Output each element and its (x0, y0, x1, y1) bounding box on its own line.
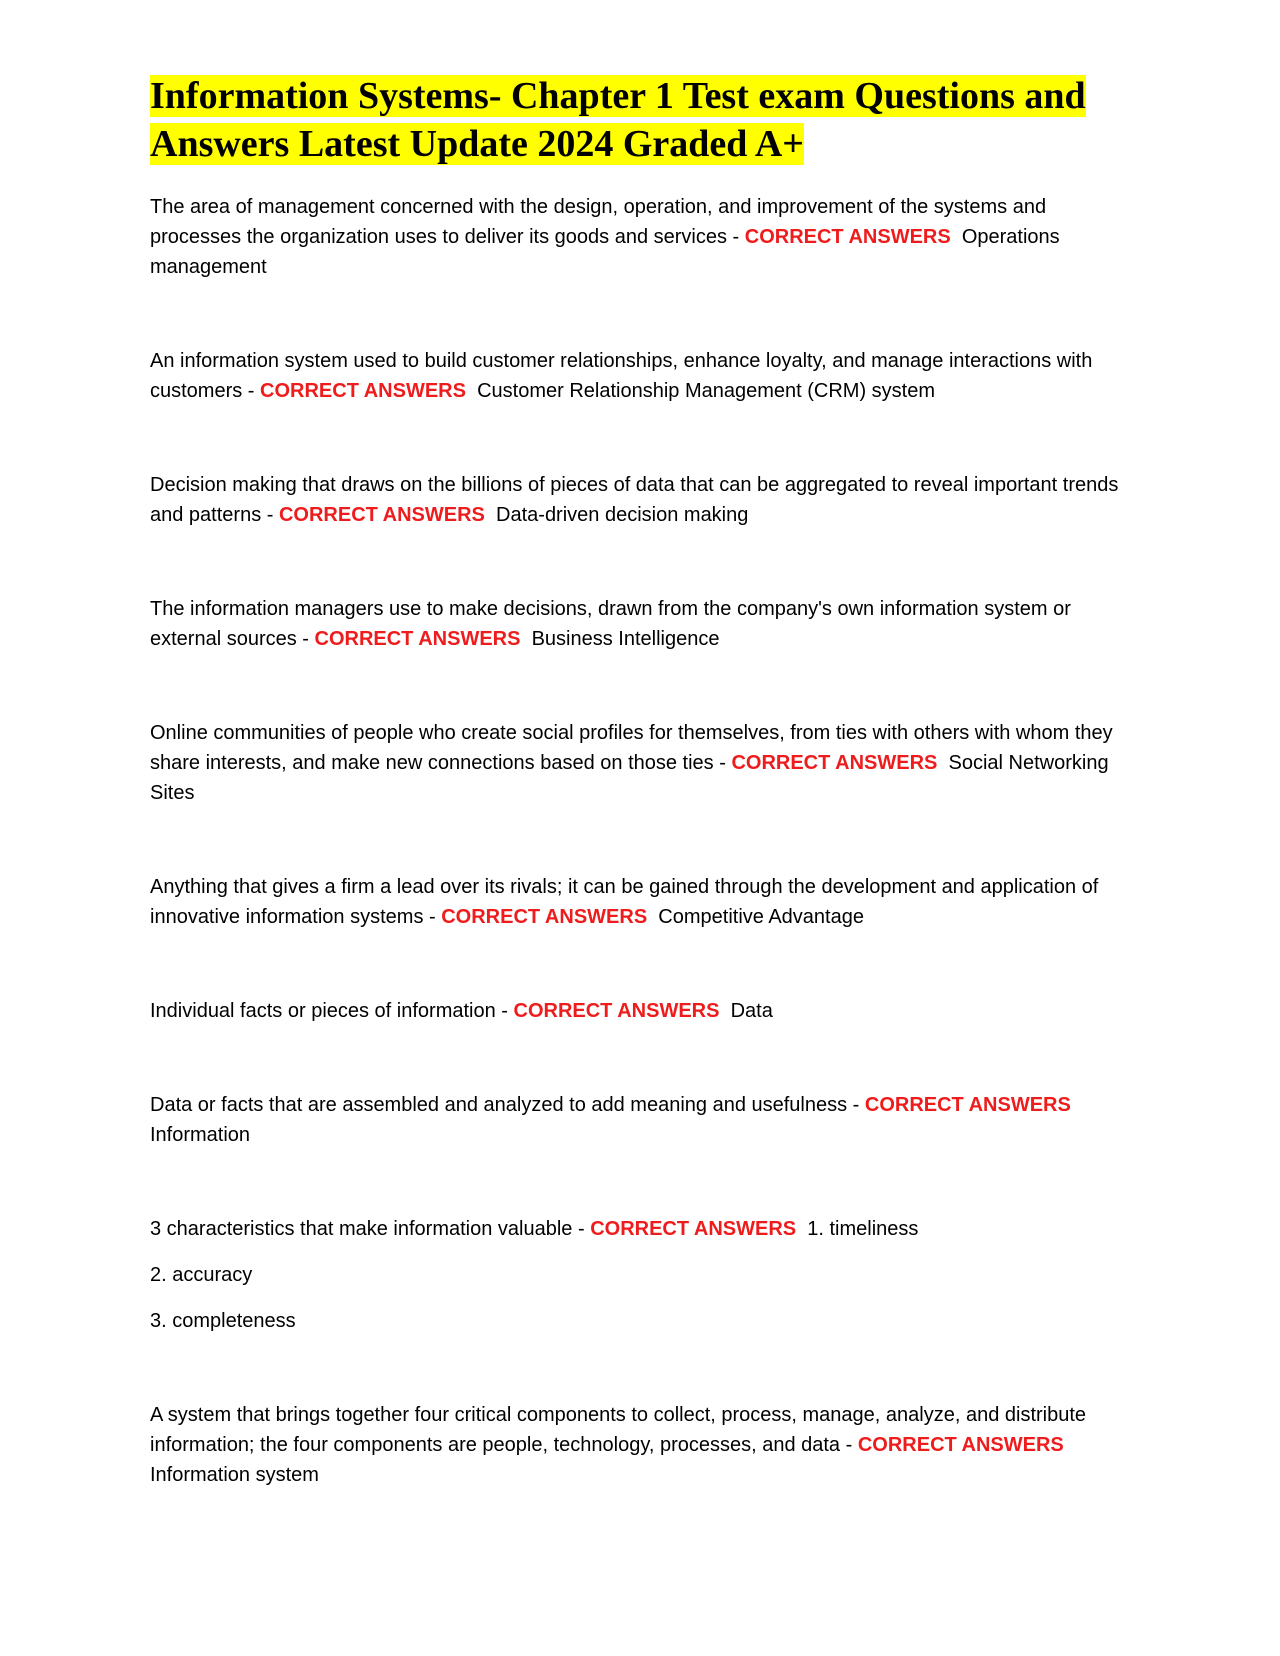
qa-item-4 (150, 594, 1130, 654)
question-text: Data or facts that are assembled and analyzed to add meaning and usefulness - (150, 1094, 865, 1116)
question-text: A system that brings together four critical components to collect, process, manage, analyze, and distribute information; the four components are people, technology, processes, and data - (150, 1404, 1087, 1456)
qa-item-3 (150, 470, 1130, 530)
question-text: Decision making that draws on the billions of pieces of data that can be aggregated to reveal important trends and patterns - (150, 474, 1119, 526)
answer-text: Information system (150, 1464, 319, 1486)
correct-answers-label: CORRECT ANSWERS (590, 1218, 797, 1240)
qa-item-6 (150, 872, 1130, 932)
question-text: Anything that gives a firm a lead over its rivals; it can be gained through the development and application of innovative information systems - (150, 876, 1099, 928)
answer-text: Social Networking Sites (150, 752, 1109, 804)
qa-item-5 (150, 718, 1130, 808)
qa-item-9-first-line (150, 1214, 1130, 1244)
correct-answers-label: CORRECT ANSWERS (744, 226, 951, 248)
qa-item-9 (150, 1214, 1130, 1336)
question-text: Online communities of people who create social profiles for themselves, from ties with others with whom they share interests, and make new connections based on those ties - (150, 722, 1113, 774)
correct-answers-label: CORRECT ANSWERS (260, 380, 466, 402)
correct-answers-label: CORRECT ANSWERS (278, 504, 485, 526)
qa-item-2 (150, 346, 1130, 406)
qa-item-8 (150, 1090, 1130, 1150)
qa-item-7 (150, 996, 1130, 1026)
qa-item-1 (150, 192, 1130, 282)
answer-text: Competitive Advantage (658, 906, 864, 928)
correct-answers-label: CORRECT ANSWERS (441, 906, 648, 928)
answer-text: Business Intelligence (531, 628, 720, 650)
answer-text: Data (730, 1000, 773, 1022)
qa-item-10 (150, 1400, 1130, 1490)
answer-text: Customer Relationship Management (CRM) system (477, 380, 936, 402)
correct-answers-label: CORRECT ANSWERS (314, 628, 521, 650)
question-text: The information managers use to make decisions, drawn from the company's own information system or external sources - (150, 598, 1071, 650)
answer-continuation: 3. completeness (150, 1310, 296, 1332)
document-title (150, 72, 1130, 168)
document-page (150, 72, 1130, 1554)
question-text: 3 characteristics that make information valuable - (150, 1218, 591, 1240)
question-text: The area of management concerned with the design, operation, and improvement of the systems and processes the organization uses to deliver its goods and services - (150, 196, 1047, 248)
question-text: Individual facts or pieces of information - (150, 1000, 514, 1022)
correct-answers-label: CORRECT ANSWERS (864, 1094, 1071, 1116)
answer-text: Information (150, 1124, 251, 1146)
correct-answers-label: CORRECT ANSWERS (857, 1434, 1064, 1456)
answer-text: Data-driven decision making (496, 504, 749, 526)
correct-answers-label: CORRECT ANSWERS (731, 752, 938, 774)
correct-answers-label: CORRECT ANSWERS (513, 1000, 720, 1022)
answer-text: Operations management (150, 226, 1060, 278)
answer-text: 1. timeliness (807, 1218, 919, 1240)
question-text: An information system used to build customer relationships, enhance loyalty, and manage interactions with customers - (150, 350, 1093, 402)
document-title-text: Information Systems- Chapter 1 Test exam Questions and Answers Latest Update 2024 Graded A+ (150, 75, 1086, 165)
answer-continuation: 2. accuracy (150, 1264, 253, 1286)
